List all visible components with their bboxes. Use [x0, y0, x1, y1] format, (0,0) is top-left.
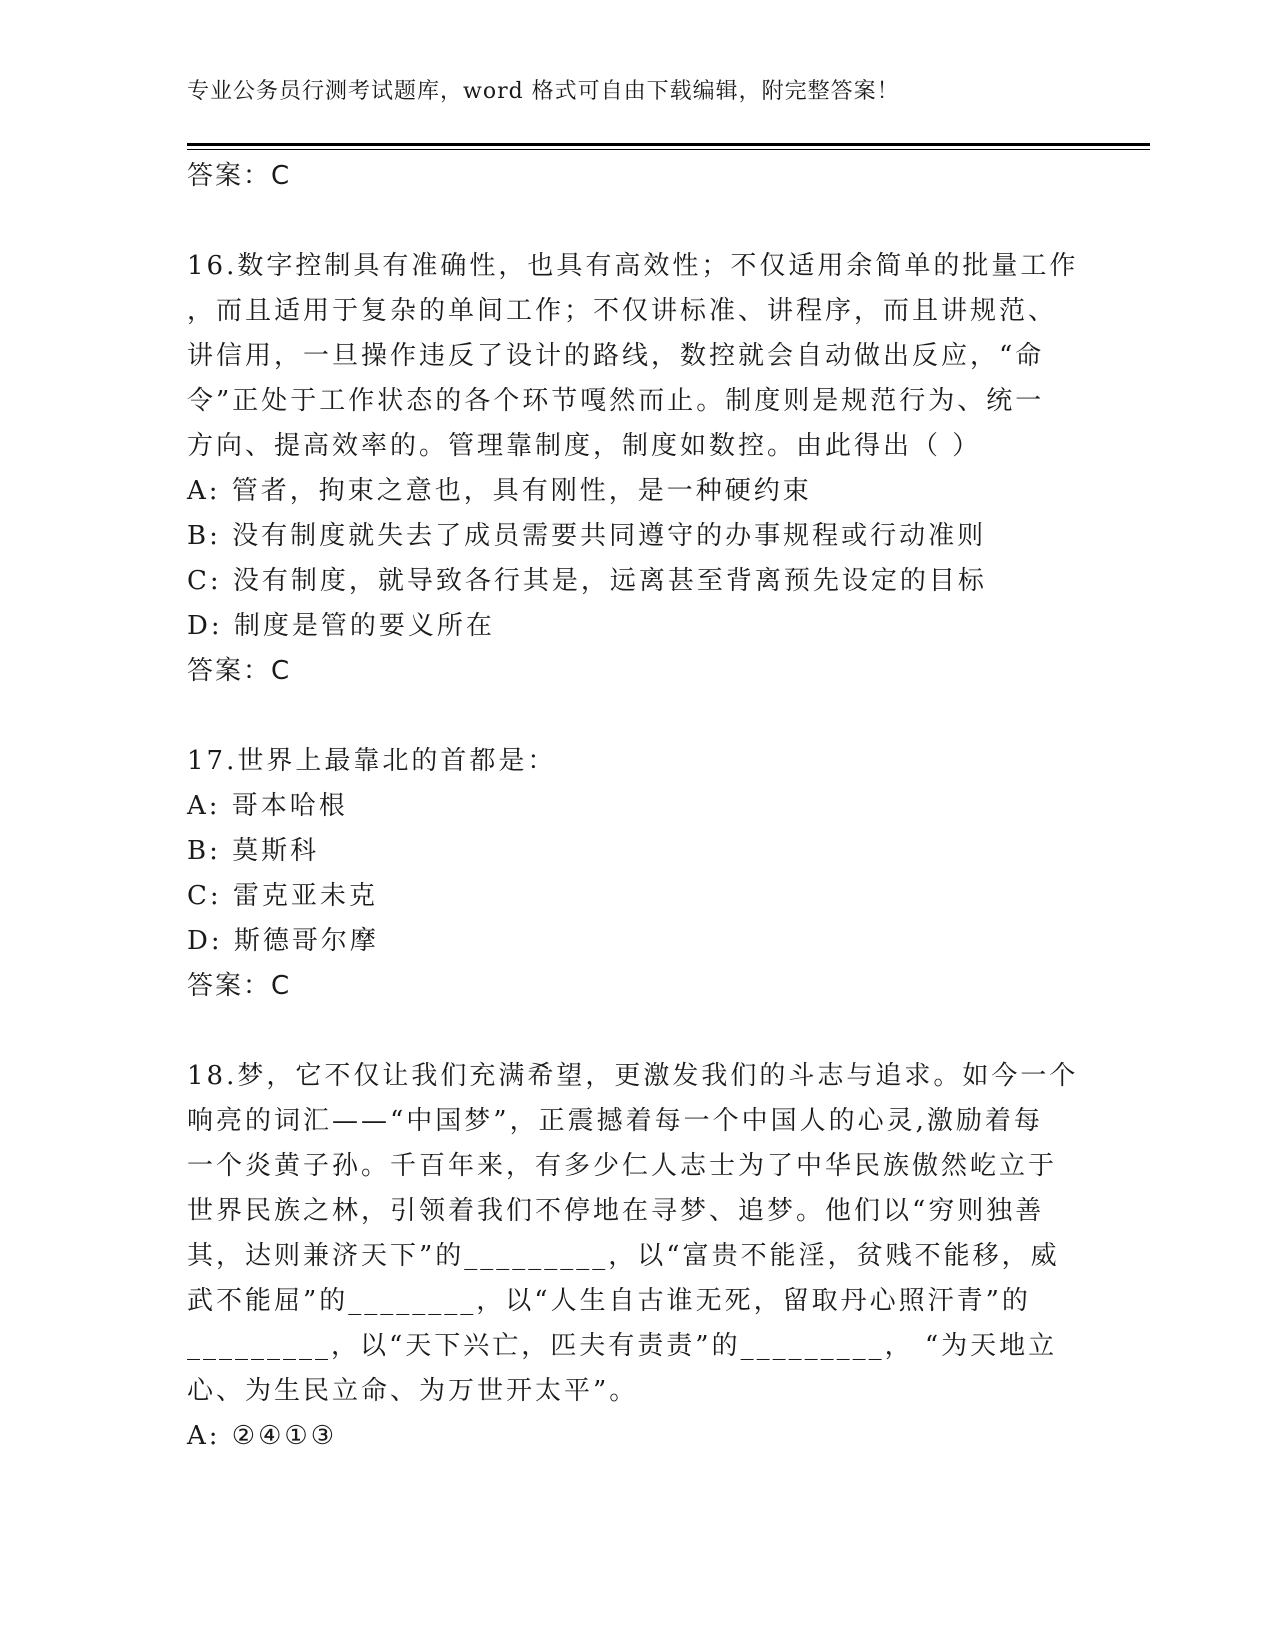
question-16-option-b: B: 没有制度就失去了成员需要共同遵守的办事规程或行动准则	[187, 521, 987, 551]
question-16-line: 方向、提高效率的。管理靠制度，制度如数控。由此得出（ ）	[187, 431, 982, 461]
question-18-line: 世界民族之林，引领着我们不停地在寻梦、追梦。他们以“穷则独善	[187, 1196, 1045, 1226]
question-16-line: 讲信用，一旦操作违反了设计的路线，数控就会自动做出反应，“命	[187, 341, 1045, 371]
question-17-option-a: A: 哥本哈根	[187, 791, 348, 821]
question-16-line: 16.数字控制具有准确性，也具有高效性；不仅适用余简单的批量工作	[187, 251, 1079, 281]
question-17-option-c: C: 雷克亚未克	[187, 881, 378, 911]
question-16-option-d: D: 制度是管的要义所在	[187, 611, 495, 641]
question-16-option-a: A: 管者，拘束之意也，具有刚性，是一种硬约束	[187, 476, 812, 506]
document-body	[187, 154, 1097, 1459]
question-16-line: ，而且适用于复杂的单间工作；不仅讲标准、讲程序，而且讲规范、	[187, 296, 1058, 326]
question-17	[187, 739, 1097, 1009]
question-18	[187, 1054, 1097, 1459]
question-16-line: 令”正处于工作状态的各个环节嘎然而止。制度则是规范行为、统一	[187, 386, 1045, 416]
question-16-answer: 答案：C	[187, 656, 292, 686]
previous-answer: 答案：C	[187, 161, 292, 191]
question-16-option-c: C: 没有制度，就导致各行其是，远离甚至背离预先设定的目标	[187, 566, 987, 596]
question-16	[187, 244, 1097, 694]
header-rule-thin	[187, 149, 1150, 150]
question-18-line: 心、为生民立命、为万世开太平”。	[187, 1376, 639, 1406]
question-17-line: 17.世界上最靠北的首都是：	[187, 746, 557, 776]
question-18-line: 18.梦，它不仅让我们充满希望，更激发我们的斗志与追求。如今一个	[187, 1061, 1079, 1091]
question-18-option-a: A: ②④①③	[187, 1421, 338, 1451]
page-header: 专业公务员行测考试题库，word 格式可自由下载编辑，附完整答案！	[187, 79, 900, 104]
question-18-line: 其，达则兼济天下”的_________，以“富贵不能淫，贫贱不能移，威	[187, 1241, 1060, 1271]
question-17-answer: 答案：C	[187, 971, 292, 1001]
question-18-line: 一个炎黄子孙。千百年来，有多少仁人志士为了中华民族傲然屹立于	[187, 1151, 1058, 1181]
question-17-option-b: B: 莫斯科	[187, 836, 320, 866]
question-18-line: 武不能屈”的________，以“人生自古谁无死，留取丹心照汗青”的	[187, 1286, 1031, 1316]
question-18-line: 响亮的词汇——“中国梦”，正震撼着每一个中国人的心灵,激励着每	[187, 1106, 1043, 1136]
question-17-option-d: D: 斯德哥尔摩	[187, 926, 379, 956]
header-rule-thick	[187, 143, 1150, 146]
question-18-line: _________，以“天下兴亡，匹夫有责责”的_________， “为天地立	[187, 1331, 1058, 1361]
